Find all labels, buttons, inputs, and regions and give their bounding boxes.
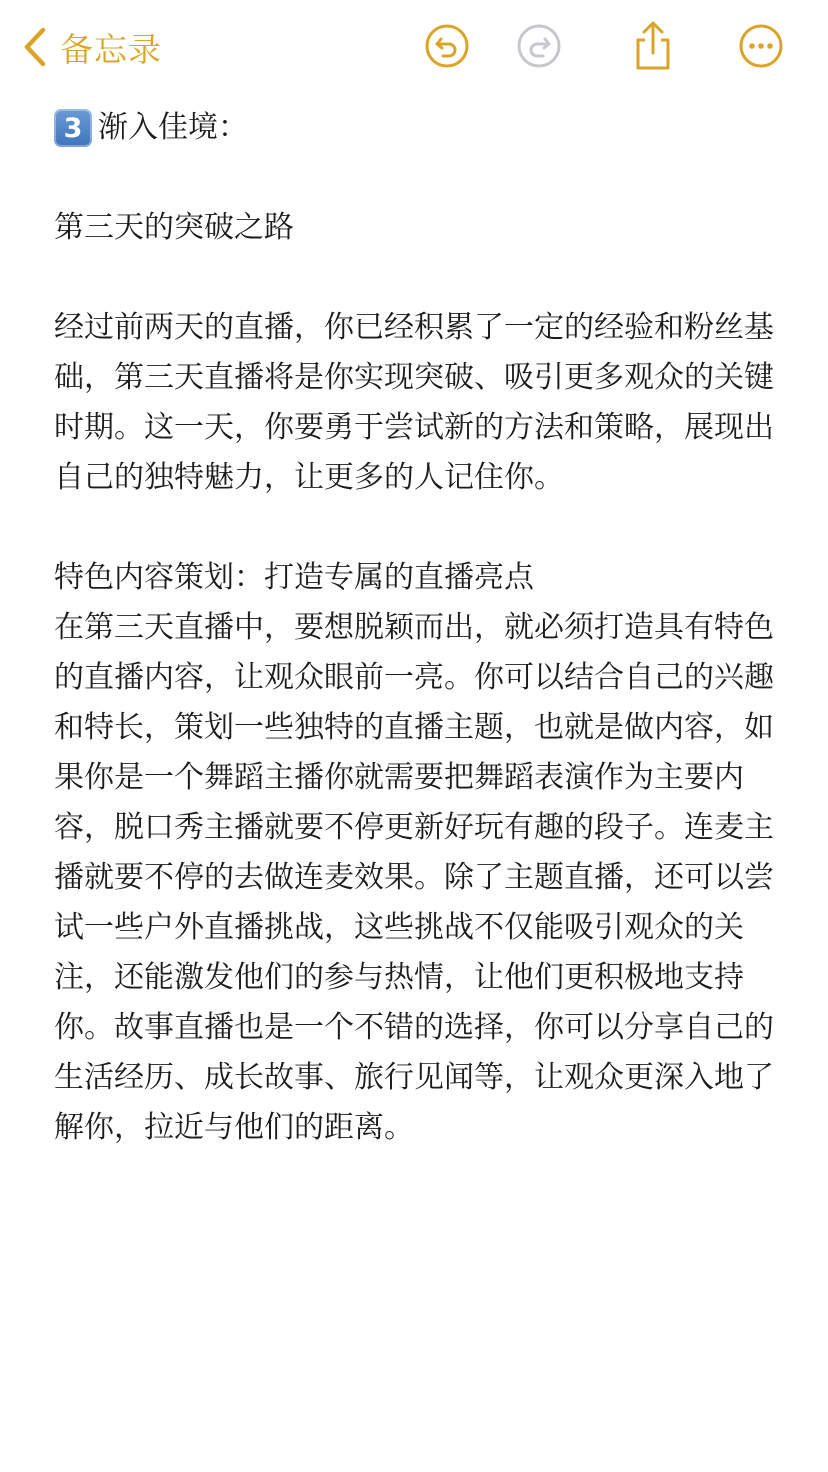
back-label: 备忘录 xyxy=(60,29,162,69)
redo-button[interactable] xyxy=(516,23,562,69)
keycap-number-badge: 3 xyxy=(54,109,92,147)
more-icon xyxy=(738,23,784,69)
note-heading: 特色内容策划：打造专属的直播亮点 xyxy=(54,560,534,595)
note-body[interactable] xyxy=(54,103,784,1153)
navigation-bar xyxy=(0,0,828,96)
undo-icon xyxy=(424,23,470,69)
note-paragraph: 经过前两天的直播，你已经积累了一定的经验和粉丝基础，第三天直播将是你实现突破、吸引更多观众的关键时期。这一天，你要勇于尝试新的方法和策略，展现出自己的独特魅力，让更多的人记住你。 xyxy=(54,310,774,495)
undo-button[interactable] xyxy=(424,23,470,69)
share-icon xyxy=(630,20,676,72)
note-subtitle: 第三天的突破之路 xyxy=(54,210,294,245)
chevron-left-icon xyxy=(22,25,48,69)
share-button[interactable] xyxy=(630,20,676,72)
blank-line xyxy=(54,503,784,553)
note-paragraph: 在第三天直播中，要想脱颖而出，就必须打造具有特色的直播内容，让观众眼前一亮。你可以结合自己的兴趣和特长，策划一些独特的直播主题，也就是做内容，如果你是一个舞蹈主播你就需要把舞蹈表演作为主要内容，脱口秀主播就要不停更新好玩有趣的段子。连麦主播就要不停的去做连麦效果。除了主题直播，还可以尝试一些户外直播挑战，这些挑战不仅能吸引观众的关注，还能激发他们的参与热情，让他们更积极地支持你。故事直播也是一个不错的选择，你可以分享自己的生活经历、成长故事、旅行见闻等，让观众更深入地了解你，拉近与他们的距离。 xyxy=(54,610,774,1145)
more-button[interactable] xyxy=(738,23,784,69)
section-title: 渐入佳境： xyxy=(98,110,248,145)
section-heading xyxy=(54,103,784,153)
blank-line xyxy=(54,253,784,303)
blank-line xyxy=(54,153,784,203)
redo-icon xyxy=(516,23,562,69)
back-button[interactable] xyxy=(22,22,162,72)
